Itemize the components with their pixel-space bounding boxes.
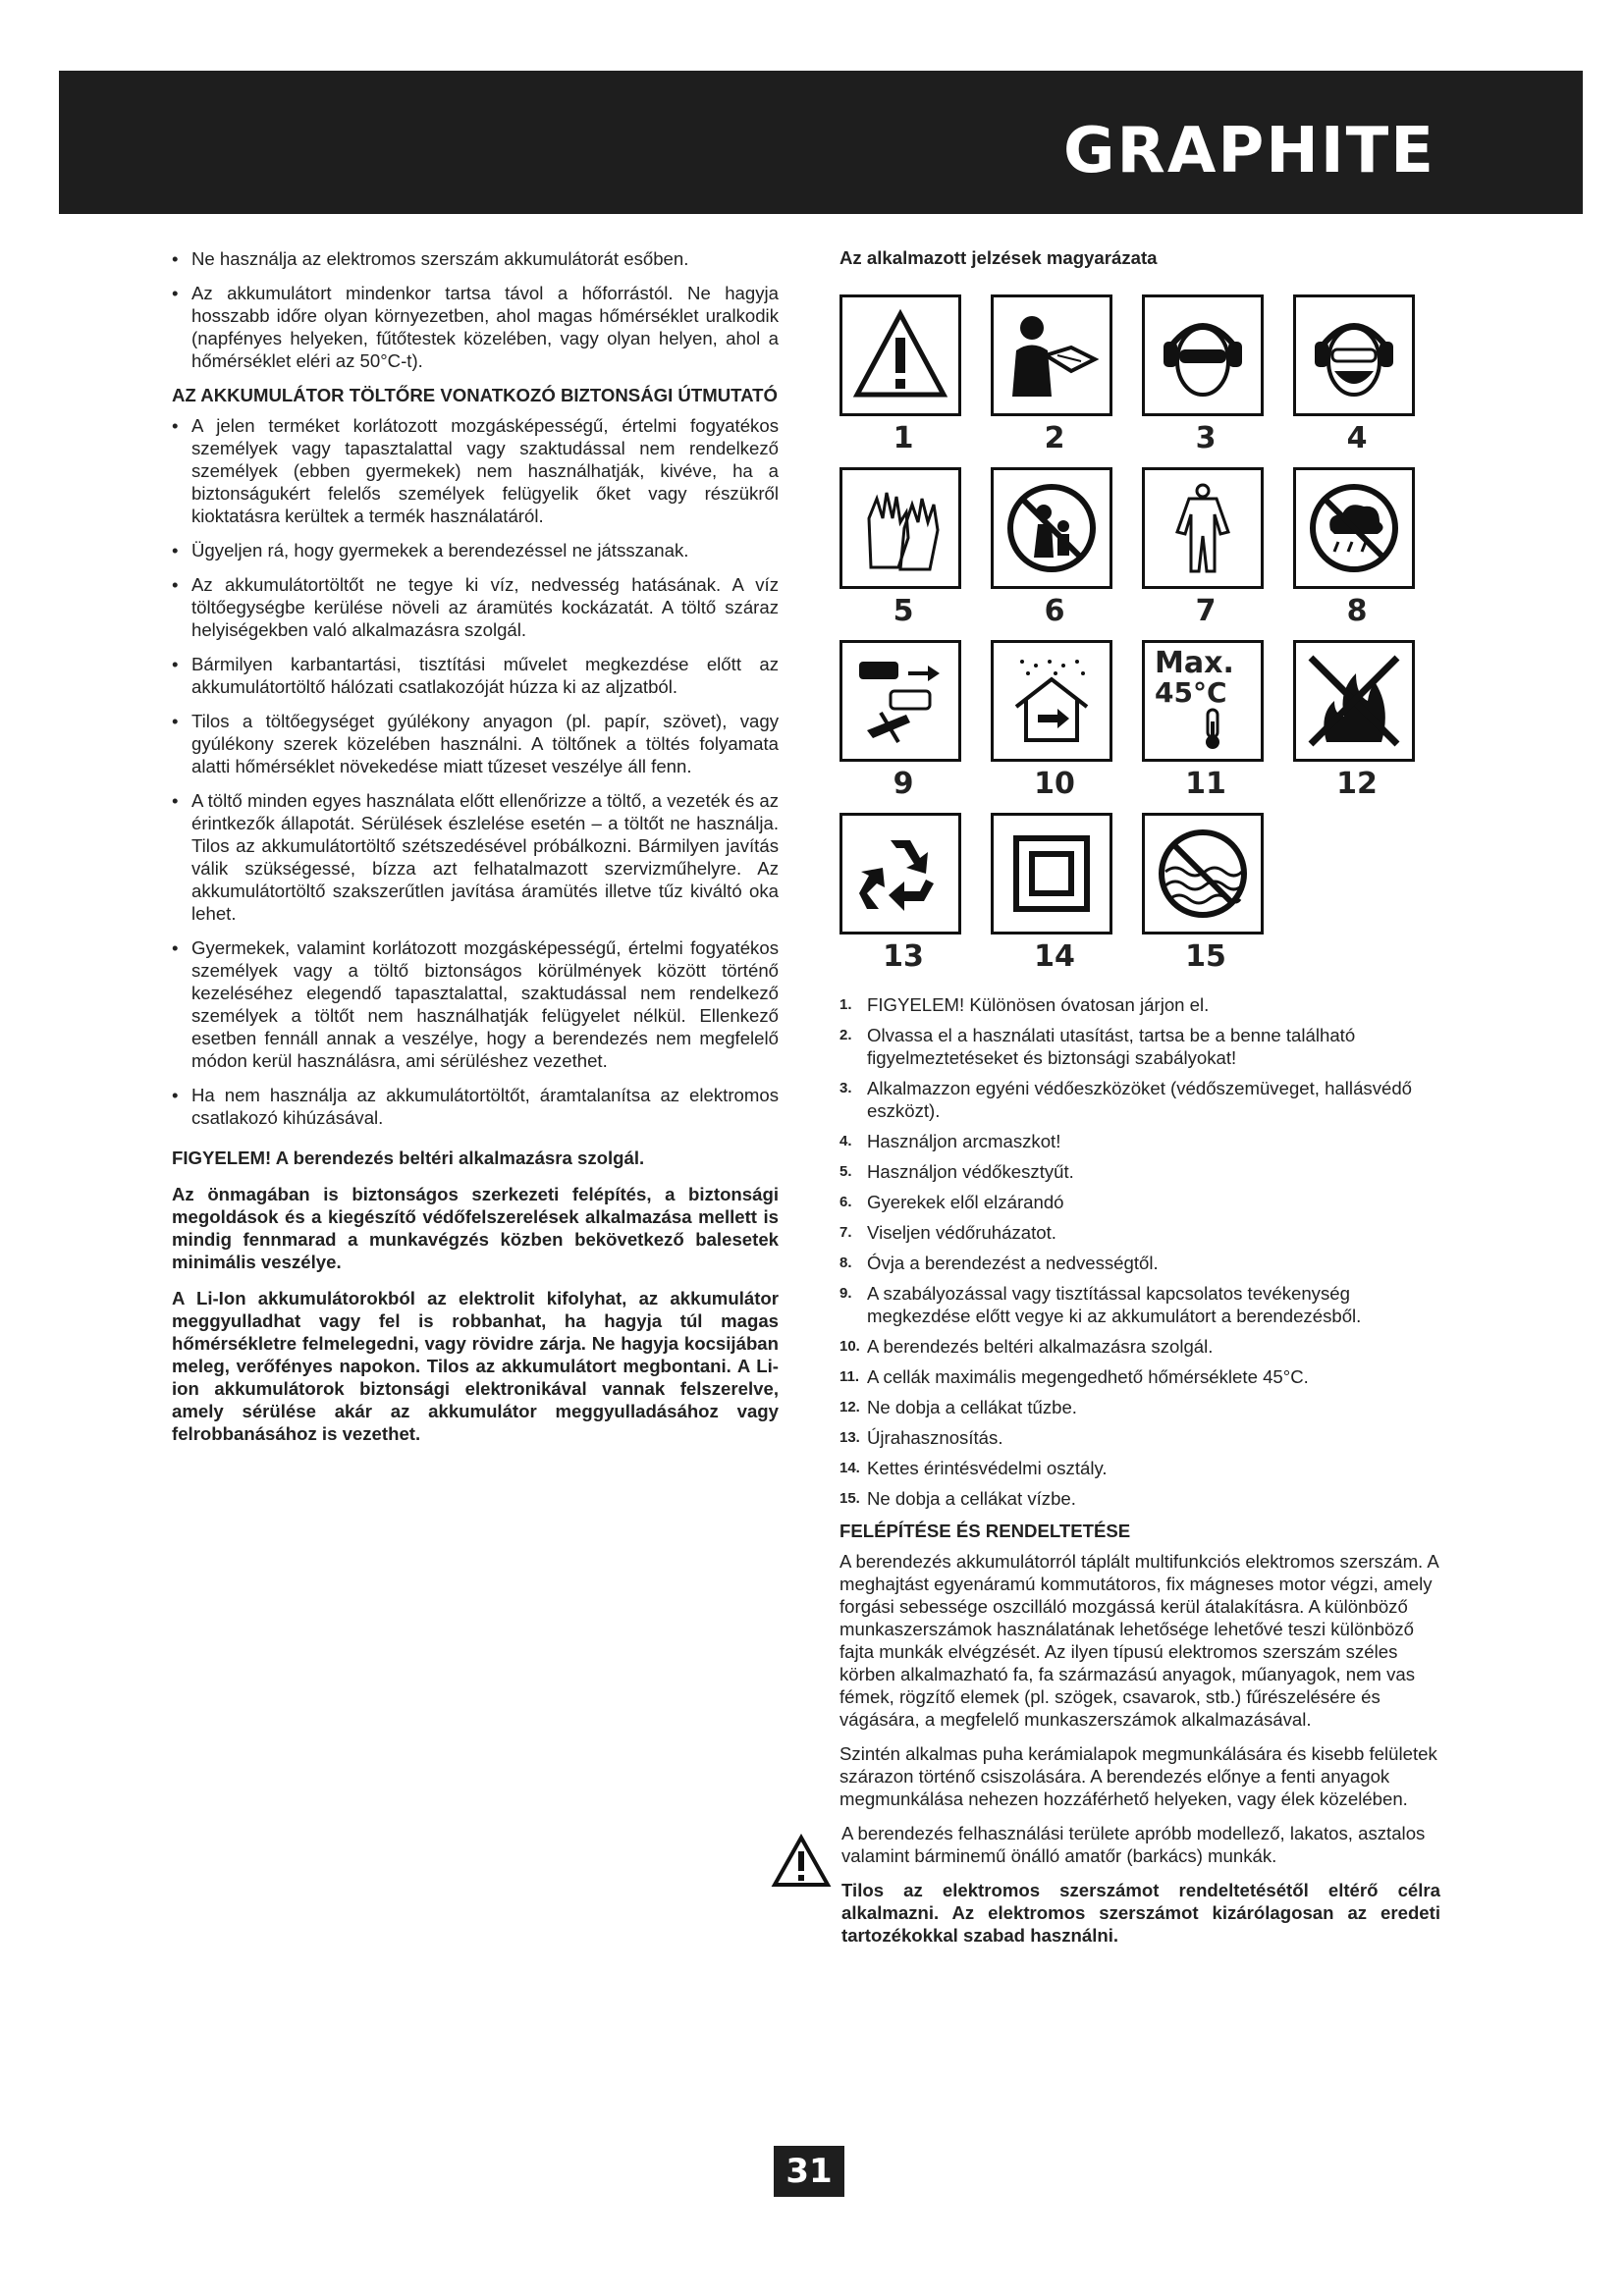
symbol-number: 6	[1044, 594, 1065, 628]
symbol-number: 1	[893, 421, 914, 455]
list-item: 12. Ne dobja a cellákat tűzbe.	[839, 1397, 1077, 1417]
symbols-title: Az alkalmazott jelzések magyarázata	[839, 247, 1158, 268]
list-item: 6. Gyerekek elől elzárandó	[839, 1192, 1064, 1212]
list-item: 3. Alkalmazzon egyéni védőeszközöket (védőszemüveget, hallásvédő eszközt).	[839, 1078, 1413, 1121]
list-item: 8. Óvja a berendezést a nedvességtől.	[839, 1253, 1159, 1273]
list-item: • Tilos a töltőegységet gyúlékony anyagon (pl. papír, szövet), vagy gyúlékony szerek közelében használni. A töltőnek a töltés folyamata alatti hőmérséklet növekedése miatt tűzeset veszélye áll fenn.	[172, 710, 779, 777]
list-item: 4. Használjon arcmaszkot!	[839, 1131, 1061, 1151]
symbol-number: 8	[1346, 594, 1368, 628]
list-item: • A jelen terméket korlátozott mozgásképességű, értelmi fogyatékos személyek vagy tapasztalattal vagy szaktudással nem rendelkező személyek (ebben gyermekek) nem használhatják, kivéve, ha a biztonságukért felelős személyek felügyelik őket vagy részükről kioktatásra kerültek a termék használatáról.	[172, 414, 779, 527]
right-column	[839, 247, 1440, 1960]
list-item: 2. Olvassa el a használati utasítást, tartsa be a benne található figyelmeztetéseket és biztonsági szabályokat!	[839, 1025, 1356, 1068]
description-paragraph: A berendezés akkumulátorról táplált multifunkciós elektromos szerszám. A meghajtást egyenáramú kommutátoros, fix mágneses motor végzi, amely forgási sebessége oszcilláló mozgássá kerül átalakításra. A különböző munkaszerszámok használatának lehetősége lehetővé teszi különböző fajta munkák elvégzését. Az ilyen típusú elektromos szerszám széles körben alkalmazható fa, fa származású anyagok, műanyagok, nem vas fémek, rögzítő elemek (pl. szögek, csavarok, stb.) fűrészelésére és vágására, a megfelelő munkaszerszámok alkalmazásával.	[839, 1551, 1438, 1730]
symbol-number: 10	[1034, 767, 1075, 801]
list-item: 10. A berendezés beltéri alkalmazásra szolgál.	[839, 1336, 1214, 1357]
no-rain-icon	[1293, 467, 1415, 589]
recycling-icon	[839, 813, 961, 934]
face-mask-icon	[1293, 294, 1415, 416]
list-item: 5. Használjon védőkesztyűt.	[839, 1161, 1074, 1182]
description-paragraph: Szintén alkalmas puha kerámialapok megmunkálására és kisebb felületek szárazon történő csiszolására. A berendezés előnye a fenti anyagok megmunkálása nehezen hozzáférhető helyeken, vagy élek közelében.	[839, 1743, 1437, 1809]
section-title: FELÉPÍTÉSE ÉS RENDELTETÉSE	[839, 1521, 1131, 1541]
list-item: 13. Újrahasznosítás.	[839, 1427, 1003, 1448]
list-item: • Ne használja az elektromos szerszám akkumulátorát esőben.	[172, 247, 779, 270]
list-item: • A töltő minden egyes használata előtt ellenőrizze a töltő, a vezeték és az érintkezők állapotát. Sérülések észlelése esetén – a töltőt ne használja. Tilos az akkumulátortöltő szétszedésével próbálkozni. Bármilyen javítás válik szükségessé, bízza azt felhatalmazott szervizműhelyre. Az akkumulátortöltő szakszerűtlen javítása áramütés illetve tűz kiváltó oka lehet.	[172, 789, 779, 925]
symbol-number: 13	[883, 939, 924, 974]
symbol-legend	[839, 993, 1440, 1510]
section-title: AZ AKKUMULÁTOR TÖLTŐRE VONATKOZÓ BIZTONSÁGI ÚTMUTATÓ	[172, 385, 778, 405]
list-item: 9. A szabályozással vagy tisztítással kapcsolatos tevékenység megkezdése előtt vegye ki az akkumulátort a berendezésből.	[839, 1283, 1362, 1326]
max-label: Max.	[1155, 646, 1234, 680]
warning-triangle-icon	[771, 1834, 832, 1889]
symbol-grid	[839, 294, 1429, 986]
left-column	[172, 247, 779, 1459]
symbol-number: 5	[893, 594, 914, 628]
max-temperature-icon	[1142, 640, 1264, 762]
symbol-number: 15	[1185, 939, 1226, 974]
list-item: • Ügyeljen rá, hogy gyermekek a berendezéssel ne játsszanak.	[172, 539, 779, 561]
list-item: 14. Kettes érintésvédelmi osztály.	[839, 1458, 1108, 1478]
indoor-use-icon	[991, 640, 1112, 762]
remove-battery-icon	[839, 640, 961, 762]
page-number: 31	[774, 2146, 844, 2197]
symbol-number: 14	[1034, 939, 1075, 974]
list-item: • Az akkumulátortöltőt ne tegye ki víz, nedvesség hatásának. A víz töltőegységbe kerülése növeli az áramütés kockázatát. A töltő száraz helyiségekben való alkalmazásra szolgál.	[172, 573, 779, 641]
double-insulation-icon	[991, 813, 1112, 934]
read-manual-icon	[991, 294, 1112, 416]
protective-clothing-icon	[1142, 467, 1264, 589]
misuse-warning: Tilos az elektromos szerszámot rendeltetésétől eltérő célra alkalmazni. Az elektromos szerszámot kizárólagosan az eredeti tartozékokkal szabad használni.	[841, 1880, 1440, 1946]
temp-label: 45°C	[1155, 676, 1227, 709]
gloves-icon	[839, 467, 961, 589]
symbol-number: 2	[1044, 421, 1065, 455]
thermometer-icon	[1198, 708, 1227, 751]
list-item: • Bármilyen karbantartási, tisztítási művelet megkezdése előtt az akkumulátortöltő hálózati csatlakozóját húzza ki az aljzatból.	[172, 653, 779, 698]
list-item: • Az akkumulátort mindenkor tartsa távol a hőforrástól. Ne hagyja hosszabb időre olyan környezetben, ahol magas hőmérséklet uralkodik (napfényes helyeken, fűtőtestek közelében, vagy olyan helyen, ahol a hőmérséklet eléri az 50°C-t).	[172, 282, 779, 372]
usage-paragraph: A berendezés felhasználási területe apróbb modellező, lakatos, asztalos valamint bárminemű önálló amatőr (barkács) munkák.	[841, 1823, 1426, 1866]
no-fire-icon	[1293, 640, 1415, 762]
symbol-number: 9	[893, 767, 914, 801]
indoor-warning: FIGYELEM! A berendezés beltéri alkalmazásra szolgál.	[172, 1148, 645, 1168]
list-item: 1. FIGYELEM! Különösen óvatosan járjon el.	[839, 994, 1210, 1015]
header-bar	[59, 71, 1583, 214]
symbol-number: 11	[1185, 767, 1226, 801]
symbol-number: 4	[1346, 421, 1368, 455]
warning-triangle-icon	[839, 294, 961, 416]
li-ion-paragraph: A Li-Ion akkumulátorokból az elektrolit kifolyhat, az akkumulátor meggyulladhat vagy fel is robbanhat, ha hagyja túl magas hőmérsékletre felmelegedni, vagy rövidre zárja. Ne hagyja kocsijában meleg, verőfényes napokon. Tilos az akkumulátort megbontani. A Li-ion akkumulátorok biztonsági elektronikával vannak felszerelve, amely sérülése akár az akkumulátor meggyulladásához vagy felrobbanásához is vezethet.	[172, 1288, 779, 1444]
symbol-number: 7	[1195, 594, 1217, 628]
goggles-ear-protection-icon	[1142, 294, 1264, 416]
no-water-icon	[1142, 813, 1264, 934]
list-item: 11. A cellák maximális megengedhető hőmérséklete 45°C.	[839, 1366, 1309, 1387]
list-item: • Gyermekek, valamint korlátozott mozgásképességű, értelmi fogyatékos személyek vagy a töltő biztonságos körülmények között történő kezeléséhez elegendő tapasztalattal, szaktudással nem rendelkező személyek a töltőt nem használhatják felügyelet nélkül. Ellenkező esetben fennáll annak a veszélye, hogy a berendezés nem megfelelő módon kerül használásra, ami sérüléshez vezethet.	[172, 936, 779, 1072]
symbol-number: 3	[1195, 421, 1217, 455]
keep-away-children-icon	[991, 467, 1112, 589]
symbol-number: 12	[1336, 767, 1378, 801]
warning-block	[771, 1822, 1440, 1960]
list-item: 15. Ne dobja a cellákat vízbe.	[839, 1488, 1076, 1509]
list-item: • Ha nem használja az akkumulátortöltőt, áramtalanítsa az elektromos csatlakozó kihúzásával.	[172, 1084, 779, 1129]
brand-logo: GRAPHITE	[1063, 115, 1435, 187]
safety-paragraph: Az önmagában is biztonságos szerkezeti felépítés, a biztonsági megoldások és a kiegészítő védőfelszerelések alkalmazása mellett is mindig fennmarad a munkavégzés közben bekövetkező balesetek minimális veszélye.	[172, 1184, 779, 1272]
list-item: 7. Viseljen védőruházatot.	[839, 1222, 1056, 1243]
